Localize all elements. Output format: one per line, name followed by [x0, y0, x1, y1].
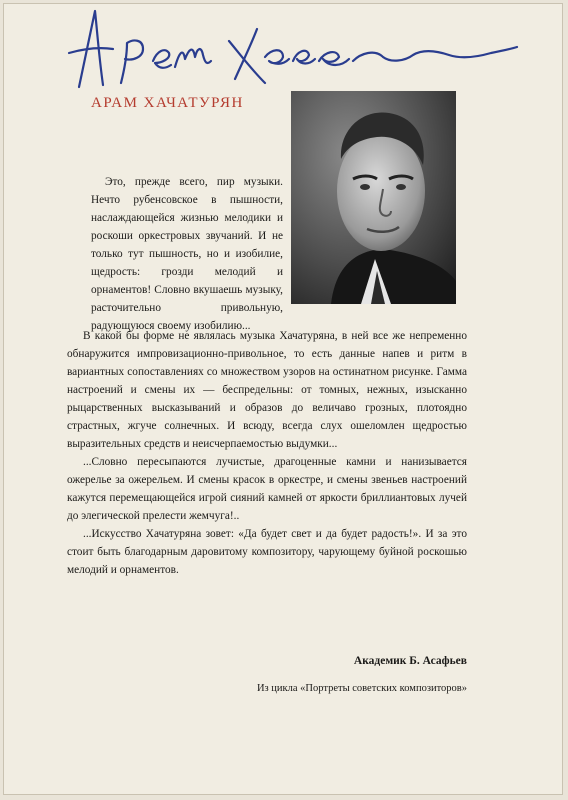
composer-title: АРАМ ХАЧАТУРЯН	[91, 95, 244, 111]
essay-paragraph: ...Искусство Хачатуряна зовет: «Да будет свет и да будет радость!». И за это стоит быть благодарным даровитому композитору, чарующему буйной роскошью мелодий и орнаментов.	[67, 528, 467, 576]
essay-paragraph: ...Словно пересыпаются лучистые, драгоценные камни и нанизывается ожерелье за ожерельем. И смены красок в оркестре, и смены звеньев настроений кажутся перемещающейся игрой сияний камней от яркости бриллиантовых лучей до элегической прелести жемчуга!..	[67, 456, 467, 522]
intro-text	[91, 173, 283, 335]
composer-portrait-photo	[291, 91, 456, 304]
source-citation: Из цикла «Портреты советских композиторов»	[256, 683, 467, 694]
author-signature-line: Академик Б. Асафьев	[353, 655, 467, 667]
program-page	[3, 3, 563, 795]
essay-body	[67, 327, 467, 579]
essay-paragraph: В какой бы форме не являлась музыка Хачатуряна, в ней все же непременно обнаружится импровизационно-привольное, то есть данные напев и ритм в вариантных сопоставлениях со множеством узоров на остинатном рисунке. Гамма настроений и смены их — беспредельны: от томных, нежных, изысканно рыцарственных высказываний и образов до величаво грозных, плотоядно страстных, жгуче солнечных. И всюду, всегда слух ошеломлен щедростью выразительных средств и неисчерпаемостью выдумки...	[67, 330, 467, 450]
autograph-signature	[61, 9, 521, 95]
intro-paragraph: Это, прежде всего, пир музыки. Нечто рубенсовское в пышности, наслаждающейся жизнью мелодики и роскоши оркестровых звучаний. И не только тут пышность, но и изобилие, щедрость: грозди мелодий и орнаментов! Словно вкушаешь музыку, расточительно привольную, радующуюся своему изобилию...	[91, 176, 283, 332]
